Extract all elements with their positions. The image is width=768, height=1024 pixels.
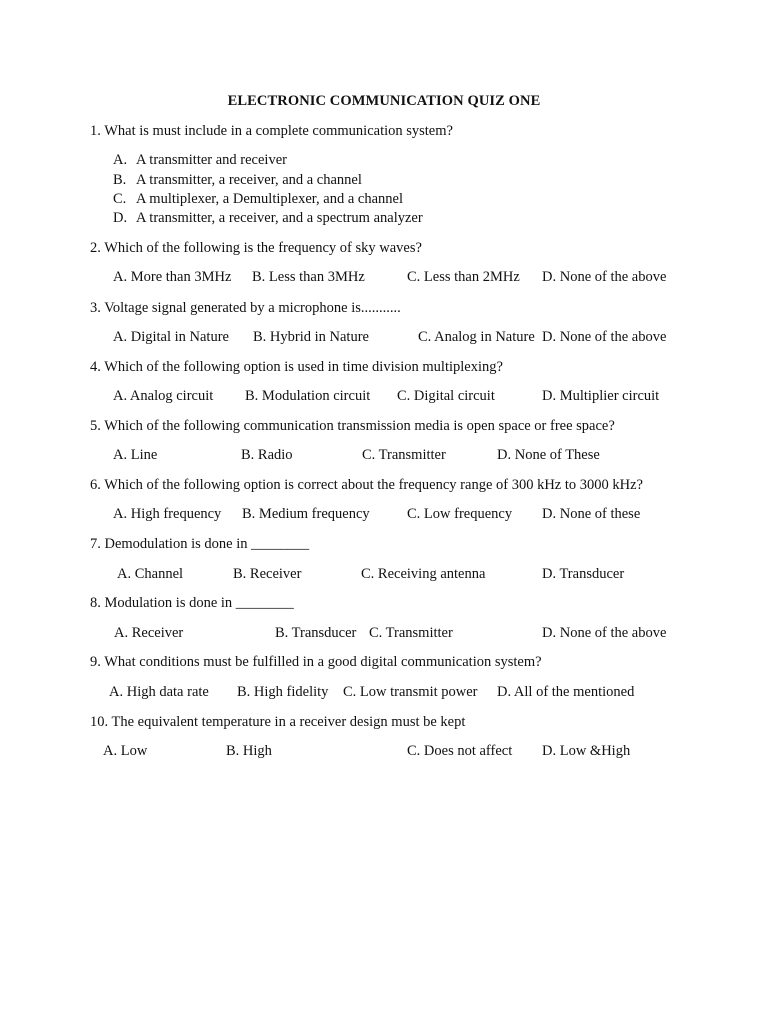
q6-option-d: D. None of these (542, 506, 641, 522)
question-1: 1. What is must include in a complete communication system? (90, 123, 453, 139)
option-text: A transmitter and receiver (136, 152, 287, 168)
q5-option-a: A. Line (113, 447, 158, 463)
q8-option-a: A. Receiver (114, 625, 184, 641)
option-text: A transmitter, a receiver, and a channel (136, 172, 362, 188)
q7-option-c: C. Receiving antenna (361, 566, 486, 582)
q10-option-d: D. Low &High (542, 743, 631, 759)
q6-option-a: A. High frequency (113, 506, 222, 522)
option-letter: A. (113, 152, 128, 168)
question-6: 6. Which of the following option is correct about the frequency range of 300 kHz to 3000 kHz? (90, 477, 643, 493)
q6-option-c: C. Low frequency (407, 506, 513, 522)
q10-option-c: C. Does not affect (407, 743, 513, 759)
q4-option-d: D. Multiplier circuit (542, 388, 660, 404)
q10-option-b: B. High (226, 743, 272, 759)
option-text: A multiplexer, a Demultiplexer, and a channel (136, 191, 403, 207)
q5-option-c: C. Transmitter (362, 447, 446, 463)
q7-option-d: D. Transducer (542, 566, 625, 582)
option-text: A transmitter, a receiver, and a spectrum analyzer (136, 210, 423, 226)
q3-option-d: D. None of the above (542, 329, 667, 345)
option-letter: C. (113, 191, 127, 207)
q8-option-c: C. Transmitter (369, 625, 453, 641)
q3-option-b: B. Hybrid in Nature (253, 329, 369, 345)
q1-option-d (113, 210, 423, 227)
q2-option-b: B. Less than 3MHz (252, 269, 365, 285)
q1-option-c (113, 191, 403, 208)
question-9: 9. What conditions must be fulfilled in a good digital communication system? (90, 654, 542, 670)
q9-option-a: A. High data rate (109, 684, 209, 700)
q5-option-b: B. Radio (241, 447, 293, 463)
q4-option-b: B. Modulation circuit (245, 388, 371, 404)
question-2: 2. Which of the following is the frequency of sky waves? (90, 240, 422, 256)
question-8: 8. Modulation is done in ________ (90, 595, 294, 611)
q3-option-a: A. Digital in Nature (113, 329, 229, 345)
question-3: 3. Voltage signal generated by a microphone is........... (90, 300, 401, 316)
q7-option-a: A. Channel (117, 566, 184, 582)
q3-option-c: C. Analog in Nature (418, 329, 535, 345)
page-title: ELECTRONIC COMMUNICATION QUIZ ONE (227, 93, 541, 109)
q6-option-b: B. Medium frequency (242, 506, 370, 522)
q5-option-d: D. None of These (497, 447, 600, 463)
q4-option-c: C. Digital circuit (397, 388, 495, 404)
question-10: 10. The equivalent temperature in a receiver design must be kept (90, 714, 466, 730)
q9-option-d: D. All of the mentioned (497, 684, 635, 700)
q1-option-a (113, 152, 287, 169)
q1-option-b (113, 172, 362, 189)
option-letter: B. (113, 172, 127, 188)
option-letter: D. (113, 210, 128, 226)
question-7: 7. Demodulation is done in ________ (90, 536, 310, 552)
q4-option-a: A. Analog circuit (113, 388, 214, 404)
q2-option-c: C. Less than 2MHz (407, 269, 520, 285)
q9-option-c: C. Low transmit power (343, 684, 478, 700)
q8-option-b: B. Transducer (275, 625, 357, 641)
q7-option-b: B. Receiver (233, 566, 302, 582)
question-5: 5. Which of the following communication transmission media is open space or free space? (90, 418, 615, 434)
q10-option-a: A. Low (103, 743, 148, 759)
q2-option-a: A. More than 3MHz (113, 269, 232, 285)
q8-option-d: D. None of the above (542, 625, 667, 641)
q2-option-d: D. None of the above (542, 269, 667, 285)
question-4: 4. Which of the following option is used in time division multiplexing? (90, 359, 503, 375)
q9-option-b: B. High fidelity (237, 684, 329, 700)
